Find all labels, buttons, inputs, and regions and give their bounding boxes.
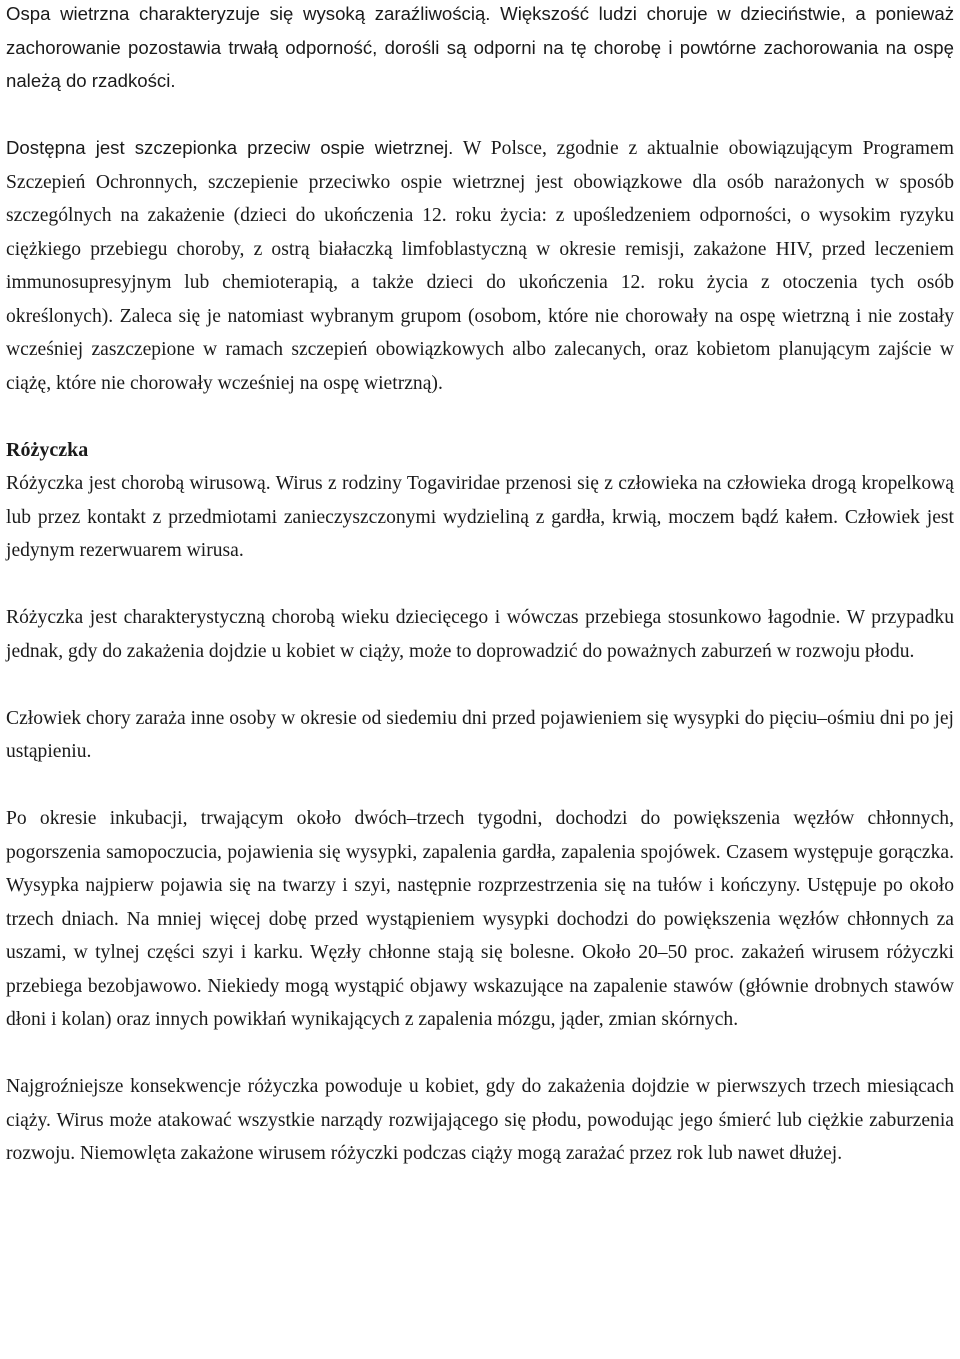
paragraph-rubella-contagious-period: Człowiek chory zaraża inne osoby w okresie od siedemiu dni przed pojawieniem się wysypki do pięciu–ośmiu dni po jej ustąpieniu. [6,707,954,762]
paragraph-rubella-symptoms: Po okresie inkubacji, trwającym około dwóch–trzech tygodni, dochodzi do powiększenia węzłów chłonnych, pogorszenia samopoczucia, pojawienia się wysypki, zapalenia gardła, zapalenia spojówek. Czasem występuje gorączka. Wysypka najpierw pojawia się na twarzy i szyi, następnie rozprzestrzenia się na tułów i kończyny. Ustępuje po około trzech dniach. Na mniej więcej dobę przed wystąpieniem wysypki dochodzi do powiększenia węzłów chłonnych za uszami, w tylnej części szyi i karku. Węzły chłonne stają się bolesne. Około 20–50 proc. zakażeń wirusem różyczki przebiega bezobjawowo. Niekiedy mogą wystąpić objawy wskazujące na zapalenie stawów (głównie drobnych stawów dłoni i kolan) oraz innych powikłań wynikających z zapalenia mózgu, jąder, zmian skórnych. [6,808,954,1030]
vaccine-intro-sentence: Dostępna jest szczepionka przeciw ospie wietrznej. [6,137,454,158]
paragraph-rubella-pregnancy: Najgroźniejsze konsekwencje różyczka powoduje u kobiet, gdy do zakażenia dojdzie w pierwszych trzech miesiącach ciąży. Wirus może atakować wszystkie narządy rozwijającego się płodu, powodując jego śmierć lub ciężkie zaburzenia rozwoju. Niemowlęta zakażone wirusem różyczki podczas ciąży mogą zarażać przez rok lub nawet dłużej. [6,1076,954,1164]
paragraph-chickenpox-contagiousness: Ospa wietrzna charakteryzuje się wysoką zaraźliwością. Większość ludzi choruje w dzieciństwie, a ponieważ zachorowanie pozostawia trwałą odporność, dorośli są odporni na tę chorobę i powtórne zachorowania na ospę należą do rzadkości. [6,3,954,91]
section-heading-rubella: Różyczka [6,438,89,461]
paragraph-chickenpox-vaccine [6,131,954,400]
vaccine-program-text: W Polsce, zgodnie z aktualnie obowiązującym Programem Szczepień Ochronnych, szczepienie przeciwko ospie wietrznej jest obowiązkowe dla osób narażonych w sposób szczególnych na zakażenie (dzieci do ukończenia 12. roku życia: z upośledzeniem odporności, o wysokim ryzyku ciężkiego przebiegu choroby, z ostrą białaczką limfoblastyczną w okresie remisji, zakażone HIV, przed leczeniem immunosupresyjnym lub chemioterapią, a także dzieci do ukończenia 12. roku życia z otoczenia tych osób określonych). Zaleca się je natomiast wybranym grupom (osobom, które nie chorowały na ospę wietrzną i nie zostały wcześniej zaszczepione w ramach szczepień obowiązkowych albo zalecanych, oraz kobietom planującym zajście w ciążę, które nie chorowały wcześniej na ospę wietrzną). [6,138,954,394]
paragraph-rubella-virus: Różyczka jest chorobą wirusową. Wirus z rodziny Togaviridae przenosi się z człowieka na człowieka drogą kropelkową lub przez kontakt z przedmiotami zanieczyszczonymi wydzieliną z gardła, krwią, moczem bądź kałem. Człowiek jest jedynym rezerwuarem wirusa. [6,473,954,561]
paragraph-rubella-childhood: Różyczka jest charakterystyczną chorobą wieku dziecięcego i wówczas przebiega stosunkowo łagodnie. W przypadku jednak, gdy do zakażenia dojdzie u kobiet w ciąży, może to doprowadzić do poważnych zaburzeń w rozwoju płodu. [6,607,954,662]
